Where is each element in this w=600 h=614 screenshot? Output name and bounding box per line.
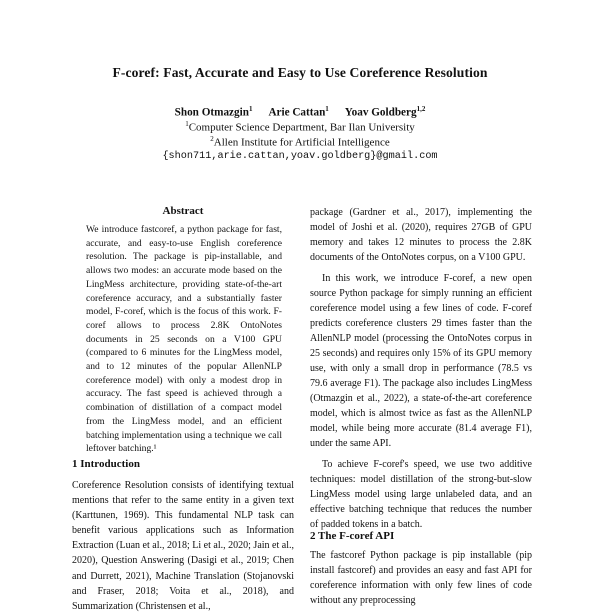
api-section-text: The fastcoref Python package is pip installable (pip install fastcoref) and provides an easy and fast API for coreference information with only few lines of code without any preprocessing <box>310 550 532 607</box>
section-heading-api: 2 The F-coref API <box>310 530 395 542</box>
paragraph: In this work, we introduce F-coref, a new open source Python package for simply running an efficient coreference model using a few lines of code. F-coref predicts coreference clusters 29 times faster than the AllenNLP model (processing the OntoNotes corpus in 25 seconds) and requires only 15% of its GPU memory use, with only a small drop in performance (78.5 vs 79.6 average F1). The package also includes LingMess (Otmazgin et al., 2022), a state-of-the-art coreference model, which is almost twice as fast as the AllenNLP model, while being more accurate (81.4 average F1), under the same API. <box>310 273 532 449</box>
paragraph: package (Gardner et al., 2017), implementing the model of Joshi et al. (2020), requires 27GB of GPU memory and takes 12 minutes to process the 2.8K documents of the OntoNotes corpus, on a V100 GPU. <box>310 207 532 263</box>
author-list <box>0 105 600 119</box>
section-heading-introduction: 1 Introduction <box>72 458 140 470</box>
author-affiliation-mark: 1 <box>248 105 253 113</box>
author-name: Yoav Goldberg <box>344 106 417 119</box>
author-affiliation-mark: 1,2 <box>416 105 426 113</box>
introduction-text: Coreference Resolution consists of identifying textual mentions that refer to the same entity in a given text (Karttunen, 1969). This fundamental NLP task can benefit various applications such as Information Extraction (Luan et al., 2018; Li et al., 2020; Jain et al., 2020), Question Answering (Dasigi et al., 2019; Chen and Durrett, 2021), Machine Translation (Stojanovski and Fraser, 2018; Voita et al., 2018), and Summarization (Christensen et al., <box>72 480 294 612</box>
right-column <box>310 205 532 532</box>
affiliation-mark: 1 <box>185 120 189 128</box>
author-name: Arie Cattan <box>268 106 326 119</box>
abstract-text: We introduce fastcoref, a python package for fast, accurate, and easy-to-use English coreference resolution. The package is pip-installable, and allows two modes: an accurate mode based on the LingMess architecture, providing state-of-the-art coreference accuracy, and a substantially faster model, F-coref, which is the focus of this work. F-coref allows to process 2.8K OntoNotes documents in 25 seconds on a V100 GPU (compared to 6 minutes for the LingMess model, and to 12 minutes of the popular AllenNLP coreference model) with only a modest drop in accuracy. The fast speed is achieved through a combination of distillation of a compact model from the LingMess model, and an efficient batching implementation using a technique we call leftover batching.¹ <box>86 224 282 455</box>
author-name: Shon Otmazgin <box>174 106 249 119</box>
author-emails: {shon711,arie.cattan,yoav.goldberg}@gmail.com <box>162 151 438 162</box>
affiliation <box>0 120 600 134</box>
paragraph: To achieve F-coref's speed, we use two additive techniques: model distillation of the strong-but-slow LingMess model using large unlabeled data, and an effective batching technique that reduces the number of padded tokens in a batch. <box>310 459 532 530</box>
paper-title: F-coref: Fast, Accurate and Easy to Use Coreference Resolution <box>112 65 488 80</box>
author-affiliation-mark: 1 <box>325 105 329 113</box>
affiliation-mark: 2 <box>210 135 214 143</box>
affiliation <box>0 135 600 149</box>
affiliation-text: Computer Science Department, Bar Ilan University <box>188 121 415 134</box>
abstract-heading: Abstract <box>162 205 204 217</box>
affiliation-text: Allen Institute for Artificial Intelligence <box>213 136 390 149</box>
